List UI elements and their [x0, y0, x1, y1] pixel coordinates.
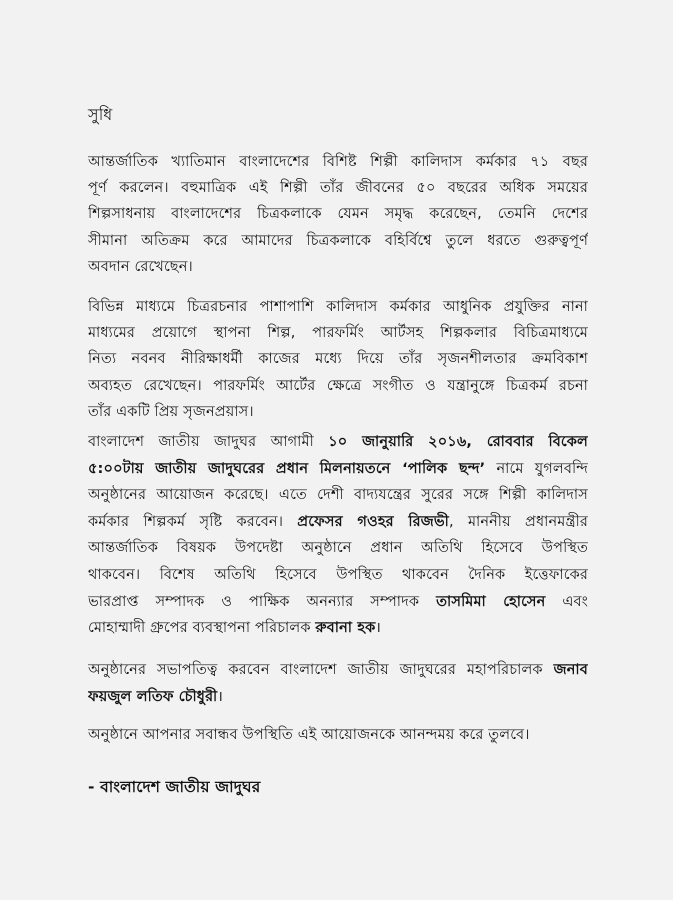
text-line: নিত্য নবনব নীরিক্ষাধর্মী কাজের মধ্যে দিয়ে তাঁর সৃজনশীলতার ক্রমবিকাশ — [88, 351, 588, 368]
text-run: । — [217, 689, 224, 705]
text-line — [88, 456, 588, 483]
text-run: নামে যুগলবন্দি — [485, 460, 588, 477]
text-line: অনুষ্ঠানে আপনার সবান্ধব উপস্থিতি এই আয়োজনকে আনন্দময় করে তুলবে। — [88, 727, 530, 743]
paragraph-artwork — [88, 294, 588, 425]
chair-title: জনাব — [553, 662, 588, 678]
greeting: সুধি — [88, 105, 113, 124]
text-line: সীমানা অতিক্রম করে আমাদের চিত্রকলাকে বহির্বিশ্বে তুলে ধরতে গুরুত্বপূর্ণ — [88, 232, 588, 249]
text-run: ভারপ্রাপ্ত সম্পাদক ও পাক্ষিক অনন্যার সম্পাদক — [88, 593, 437, 610]
text-run: । — [375, 620, 382, 637]
text-line — [88, 509, 588, 536]
text-line: তাঁর একটি প্রিয় সৃজনপ্রয়াস। — [88, 403, 254, 420]
text-run: এবং — [545, 593, 588, 610]
text-line: অনুষ্ঠানের আয়োজন করেছে। এতে দেশী বাদ্যযন্ত্রের সুরের সঙ্গে শিল্পী কালিদাস — [88, 487, 588, 504]
text-run: অনুষ্ঠানের সভাপতিত্ব করবেন বাংলাদেশ জাতীয় জাদুঘরের মহাপরিচালক — [88, 662, 554, 678]
text-run: মোহাম্মাদী গ্রুপের ব্যবস্থাপনা পরিচালক — [88, 620, 316, 637]
text-line: থাকবেন। বিশেষ অতিথি হিসেবে উপস্থিত থাকবেন দৈনিক ইত্তেফাকের — [88, 566, 588, 583]
text-line: বিভিন্ন মাধ্যমে চিত্ররচনার পাশাপাশি কালিদাস কর্মকার আধুনিক প্রযুক্তির নানা — [88, 299, 588, 315]
text-line: মাধ্যমের প্রয়োগে স্থাপনা শিল্প, পারফর্মিং আর্টসহ শিল্পকলার বিচিত্রমাধ্যমে — [88, 325, 588, 342]
paragraph-chair — [88, 657, 588, 711]
signature: - বাংলাদেশ জাতীয় জাদুঘর — [88, 778, 261, 796]
text-line: আন্তর্জাতিক খ্যাতিমান বাংলাদেশের বিশিষ্ট শিল্পী কালিদাস কর্মকার ৭১ বছর — [88, 154, 588, 170]
special-guest-name: তাসমিমা হোসেন — [436, 593, 546, 610]
invitation-letter — [88, 0, 588, 900]
text-line: শিল্পসাধনায় বাংলাদেশের চিত্রকলাকে যেমন সমৃদ্ধ করেছেন, তেমনি দেশের — [88, 206, 588, 223]
special-guest-name: রুবানা হক — [315, 620, 376, 637]
event-date: ১০ জানুয়ারি ২০১৬, রোববার বিকেল — [328, 434, 588, 450]
text-line — [88, 615, 588, 642]
text-line — [88, 684, 588, 711]
chair-name: ফয়জুল লতিফ চৌধুরী — [88, 689, 218, 705]
event-time-venue: ৫:০০টায় জাতীয় জাদুঘরের প্রধান মিলনায়তনে ‘পালিক ছন্দ’ — [88, 460, 486, 477]
chief-guest-name: প্রফেসর গওহর রিজভী — [297, 513, 449, 530]
text-run: কর্মকার শিল্পকর্ম সৃষ্টি করবেন। — [88, 513, 298, 530]
text-line — [88, 589, 588, 616]
text-line: অব্যহত রেখেছেন। পারফর্মিং আর্টের ক্ষেত্রে সংগীত ও যন্ত্রানুঙ্গে চিত্রকর্ম রচনা — [88, 377, 588, 394]
text-line: অবদান রেখেছেন। — [88, 258, 193, 275]
text-line — [88, 429, 588, 456]
paragraph-closing — [88, 722, 588, 748]
paragraph-intro — [88, 149, 588, 280]
text-run: , মাননীয় প্রধানমন্ত্রীর — [448, 513, 588, 530]
text-line — [88, 657, 588, 684]
text-run: বাংলাদেশ জাতীয় জাদুঘর আগামী — [88, 434, 329, 450]
paragraph-event-details — [88, 429, 588, 642]
text-line: পূর্ণ করলেন। বহুমাত্রিক এই শিল্পী তাঁর জীবনের ৫০ বছরের অধিক সময়ের — [88, 180, 588, 197]
text-line: আন্তর্জাতিক বিষয়ক উপদেষ্টা অনুষ্ঠানে প্রধান অতিথি হিসেবে উপস্থিত — [88, 540, 588, 557]
